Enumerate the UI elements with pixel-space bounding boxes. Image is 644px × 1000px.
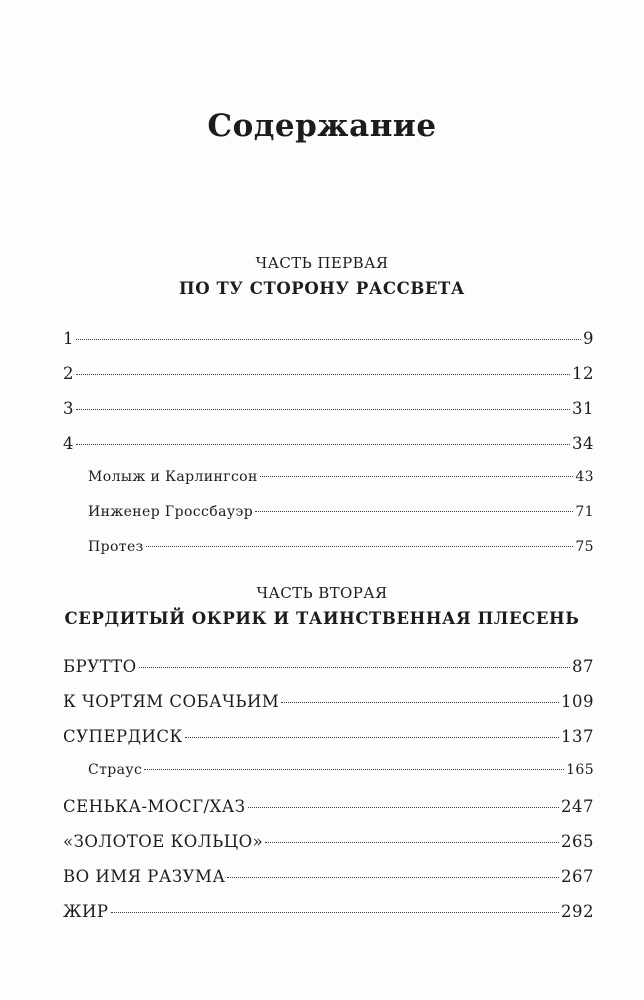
part-label: ЧАСТЬ ПЕРВАЯ — [255, 254, 389, 272]
toc-entry[interactable] — [63, 902, 594, 937]
dot-leader — [111, 912, 559, 913]
dot-leader — [185, 737, 559, 738]
page-title: Содержание — [207, 108, 437, 144]
toc-entry-title: 4 — [63, 434, 74, 453]
toc-page-number: 109 — [561, 692, 594, 711]
toc-page-number: 247 — [561, 797, 594, 816]
dot-leader — [227, 877, 559, 878]
toc-entry-title: 1 — [63, 329, 74, 348]
dot-leader — [139, 667, 570, 668]
toc-entry[interactable] — [63, 867, 594, 902]
dot-leader — [260, 476, 574, 477]
toc-list — [63, 329, 594, 574]
toc-entry-title: Страус — [88, 762, 143, 778]
part-label: ЧАСТЬ ВТОРАЯ — [256, 584, 388, 602]
dot-leader — [76, 339, 581, 340]
toc-entry-title: ЖИР — [63, 902, 109, 921]
dot-leader — [281, 702, 559, 703]
toc-entry[interactable] — [63, 692, 594, 727]
dot-leader — [248, 807, 559, 808]
toc-page-number: 31 — [572, 399, 594, 418]
dot-leader — [144, 769, 564, 770]
toc-subentry[interactable] — [63, 504, 594, 539]
toc-entry-title: СУПЕРДИСК — [63, 727, 183, 746]
toc-subentry[interactable] — [63, 469, 594, 504]
toc-entry[interactable] — [63, 832, 594, 867]
dot-leader — [76, 374, 570, 375]
toc-page-number: 265 — [561, 832, 594, 851]
toc-entry-title: Молыж и Карлингсон — [88, 469, 258, 485]
toc-entry[interactable] — [63, 797, 594, 832]
toc-entry-title: 3 — [63, 399, 74, 418]
toc-page-number: 137 — [561, 727, 594, 746]
toc-page-number: 165 — [566, 762, 594, 778]
toc-entry-title: 2 — [63, 364, 74, 383]
part-heading — [0, 250, 644, 302]
toc-page-number: 9 — [583, 329, 594, 348]
part-title: СЕРДИТЫЙ ОКРИК И ТАИНСТВЕННАЯ ПЛЕСЕНЬ — [64, 609, 580, 628]
toc-entry[interactable] — [63, 399, 594, 434]
toc-entry-title: К ЧОРТЯМ СОБАЧЬИМ — [63, 692, 280, 711]
dot-leader — [76, 444, 570, 445]
toc-entry[interactable] — [63, 329, 594, 364]
toc-page-number: 43 — [575, 469, 594, 485]
toc-subentry[interactable] — [63, 762, 594, 797]
toc-entry-title: ВО ИМЯ РАЗУМА — [63, 867, 226, 886]
dot-leader — [265, 842, 559, 843]
toc-entry[interactable] — [63, 434, 594, 469]
toc-page-number: 267 — [561, 867, 594, 886]
toc-page-number: 87 — [572, 657, 594, 676]
toc-page-number: 34 — [572, 434, 594, 453]
toc-entry[interactable] — [63, 727, 594, 762]
dot-leader — [146, 546, 574, 547]
part-title: ПО ТУ СТОРОНУ РАССВЕТА — [179, 279, 465, 298]
toc-subentry[interactable] — [63, 539, 594, 574]
dot-leader — [255, 511, 573, 512]
toc-page-number: 292 — [561, 902, 594, 921]
toc-page-number: 75 — [575, 539, 594, 555]
toc-entry[interactable] — [63, 364, 594, 399]
part-heading — [0, 580, 644, 632]
toc-entry-title: Инженер Гроссбауэр — [88, 504, 254, 520]
toc-entry-title: «ЗОЛОТОЕ КОЛЬЦО» — [63, 832, 264, 851]
toc-entry-title: БРУТТО — [63, 657, 137, 676]
dot-leader — [76, 409, 570, 410]
toc-entry[interactable] — [63, 657, 594, 692]
toc-entry-title: Протез — [88, 539, 144, 555]
toc-entry-title: СЕНЬКА-МОСГ/ХАЗ — [63, 797, 246, 816]
toc-page-number: 71 — [575, 504, 594, 520]
toc-page-number: 12 — [572, 364, 594, 383]
toc-list — [63, 657, 594, 937]
